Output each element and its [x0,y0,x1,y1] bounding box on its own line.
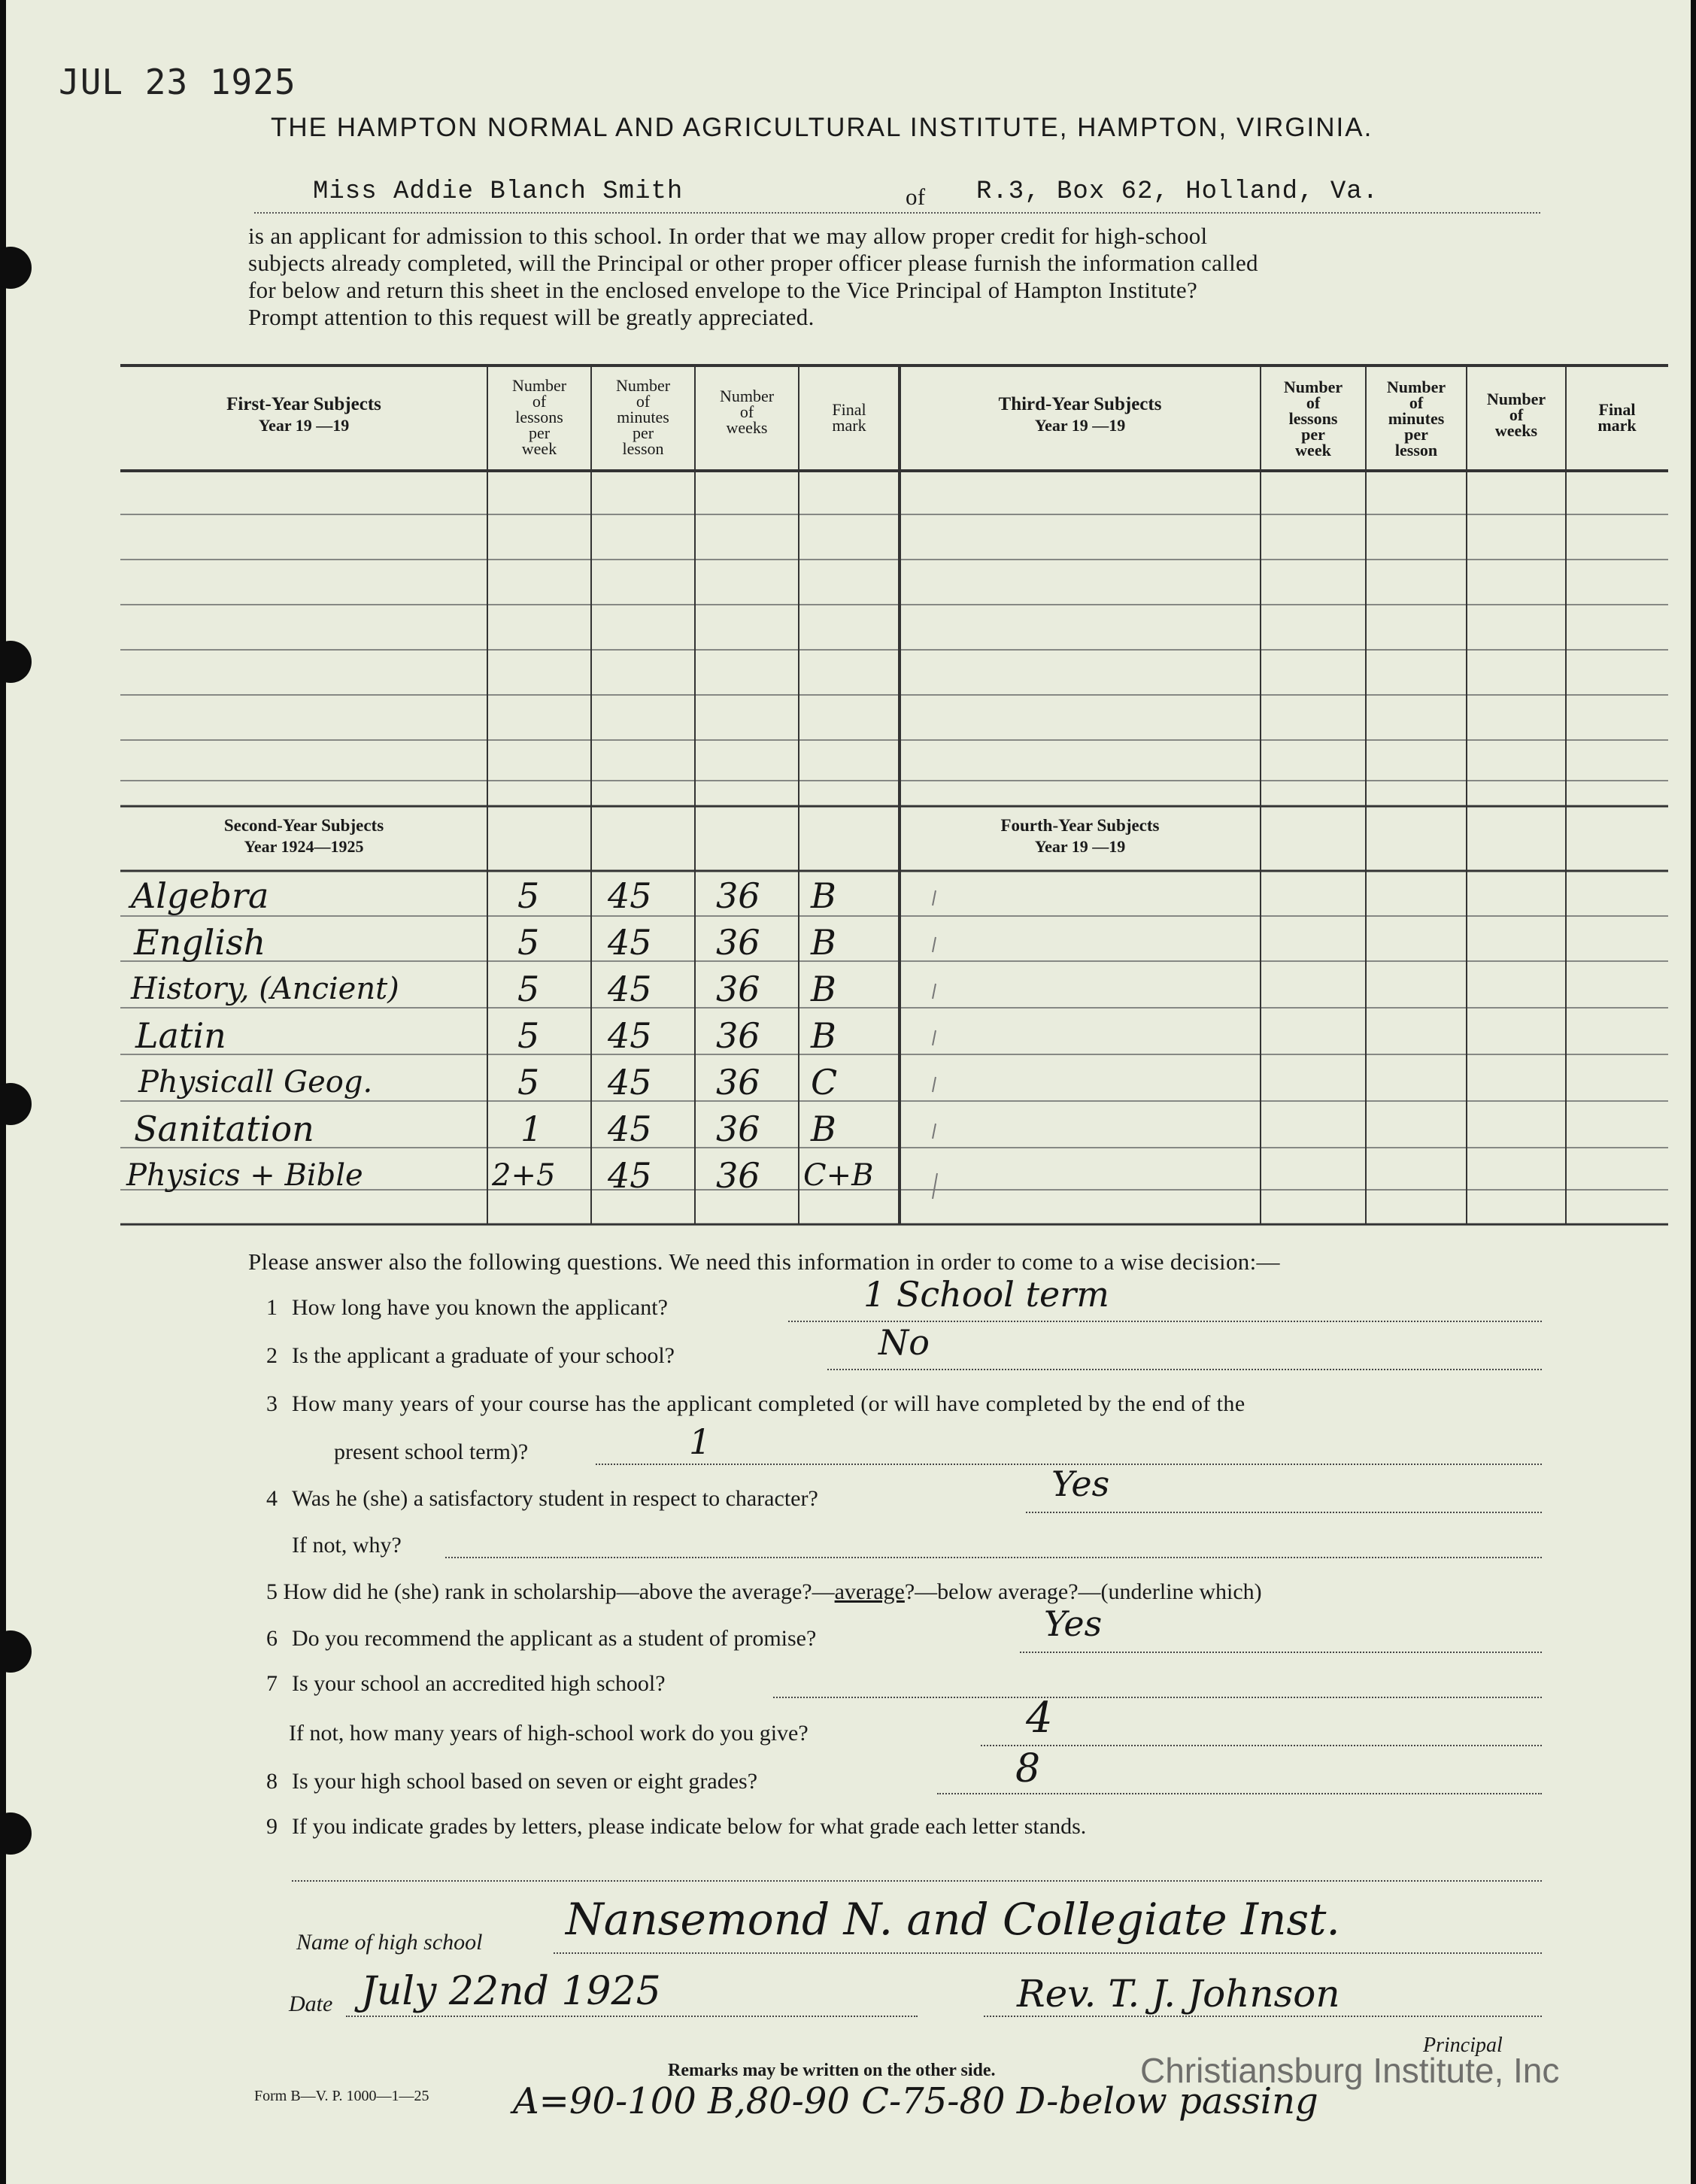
lessons-cell: 5 [517,1015,540,1056]
col-lessons-header: Number of lessons per week [511,376,567,458]
grade-key: A=90-100 B,80-90 C-75-80 D-below passing [513,2080,1318,2122]
q5-number: 5 [266,1579,278,1604]
q8-answer-line [937,1793,1542,1794]
school-line [554,1952,1542,1954]
pencil-ticks [6,0,1691,1233]
col-minutes-header-right: Number of minutes per lesson [1386,378,1446,460]
q7-text: Is your school an accredited high school? [292,1671,666,1696]
document-sheet [6,0,1691,2184]
mark-cell: C+B [803,1158,874,1193]
date-value: July 22nd 1925 [361,1969,661,2014]
weeks-cell: 36 [716,1015,760,1056]
minutes-cell: 45 [608,1109,652,1149]
q9-number: 9 [266,1814,278,1839]
q8-answer: 8 [1015,1746,1041,1791]
q2-number: 2 [266,1343,278,1368]
punch-hole [0,1630,32,1673]
subject-cell: Sanitation [134,1109,314,1149]
col-minutes-header: Number of minutes per lesson [615,376,671,458]
intro-line-4: Prompt attention to this request will be greatly appreciated. [248,304,815,330]
q4-number: 4 [266,1486,278,1511]
minutes-cell: 45 [608,875,652,916]
third-year-year: Year 19 —19 [1034,416,1126,435]
q5-text-b: ?—below average?—(underline which) [904,1579,1262,1604]
fourth-year-title: Fourth-Year Subjects [1000,816,1160,835]
signature-line [984,2016,1542,2017]
q1-text: How long have you known the applicant? [292,1295,668,1320]
weeks-cell: 36 [716,922,760,963]
remarks-note: Remarks may be written on the other side. [668,2061,996,2080]
archive-watermark: Christiansburg Institute, Inc [1140,2051,1560,2090]
applicant-name: Miss Addie Blanch Smith [313,177,684,206]
q3-number: 3 [266,1391,278,1416]
intro-line-1: is an applicant for admission to this school. In order that we may allow proper credit for high-school [248,223,1208,249]
q3-text: How many years of your course has the applicant completed (or will have completed by the end of the [292,1391,1245,1416]
weeks-cell: 36 [716,969,760,1009]
lessons-cell: 5 [517,1062,540,1103]
q6-number: 6 [266,1626,278,1651]
q2-answer-line [827,1369,1542,1370]
q4-text: Was he (she) a satisfactory student in respect to character? [292,1486,818,1511]
q5-line [266,1579,1262,1605]
q7-number: 7 [266,1671,278,1696]
questions-intro: Please answer also the following questions. We need this information in order to come to a wise decision:— [248,1248,1280,1275]
q2-text: Is the applicant a graduate of your school? [292,1343,675,1368]
mark-cell: B [811,1015,836,1056]
second-year-title: Second-Year Subjects [223,816,384,835]
col-weeks-header: Number of weeks [719,387,775,437]
q4-answer: Yes [1051,1464,1110,1504]
subject-cell: English [134,922,266,963]
subject-cell: Physicall Geog. [138,1065,373,1100]
mark-cell: C [811,1062,838,1103]
intro-line-3: for below and return this sheet in the enclosed envelope to the Vice Principal of Hampton Institute? [248,277,1198,303]
minutes-cell: 45 [608,1015,652,1056]
date-line [346,2016,918,2017]
fourth-year-year: Year 19 —19 [1034,837,1126,856]
col-weeks-header-right: Number of weeks [1486,390,1546,440]
q5-text-a: How did he (she) rank in scholarship—above the average?— [283,1579,835,1604]
q6-text: Do you recommend the applicant as a student of promise? [292,1626,817,1651]
lessons-cell: 1 [520,1109,543,1149]
institution-title: THE HAMPTON NORMAL AND AGRICULTURAL INSTITUTE, HAMPTON, VIRGINIA. [271,113,1373,142]
col-mark-header-right: Final mark [1597,400,1637,435]
mark-cell: B [811,922,836,963]
q4b-text: If not, why? [292,1533,402,1558]
punch-hole [0,1812,32,1855]
q3-text-cont: present school term)? [334,1439,529,1464]
weeks-cell: 36 [716,875,760,916]
minutes-cell: 45 [608,1062,652,1103]
q1-number: 1 [266,1295,278,1320]
lessons-cell: 2+5 [492,1158,556,1193]
school-label: Name of high school [296,1930,483,1955]
lessons-cell: 5 [517,969,540,1009]
subject-cell: Latin [135,1015,226,1056]
mark-cell: B [811,875,836,916]
q4b-answer-line [445,1557,1542,1558]
q7b-answer-line [981,1745,1542,1746]
col-lessons-header-right: Number of lessons per week [1283,378,1343,460]
applicant-address: R.3, Box 62, Holland, Va. [976,177,1379,206]
school-name: Nansemond N. and Collegiate Inst. [566,1894,1340,1945]
weeks-cell: 36 [716,1109,760,1149]
q5-underlined-choice: average [834,1579,905,1604]
q6-answer: Yes [1044,1603,1103,1644]
lessons-cell: 5 [517,922,540,963]
date-label: Date [289,1991,333,2016]
minutes-cell: 45 [608,969,652,1009]
minutes-cell: 45 [608,1155,652,1196]
subject-cell: History, (Ancient) [131,972,399,1006]
q6-answer-line [1020,1652,1542,1653]
q3-answer: 1 [689,1421,711,1462]
q4-answer-line [1026,1512,1542,1513]
q9-answer-line [292,1880,1542,1882]
q2-answer: No [878,1322,930,1363]
weeks-cell: 36 [716,1155,760,1196]
subject-cell: Physics + Bible [126,1158,363,1193]
form-number: Form B—V. P. 1000—1—25 [254,2088,429,2104]
mark-cell: B [811,1109,836,1149]
mark-cell: B [811,969,836,1009]
received-date-stamp: JUL 23 1925 [59,62,296,102]
subject-cell: Algebra [131,875,269,916]
q7b-text: If not, how many years of high-school work do you give? [289,1721,809,1746]
first-year-year: Year 19 —19 [258,416,350,435]
minutes-cell: 45 [608,922,652,963]
col-mark-header: Final mark [832,400,866,435]
intro-line-2: subjects already completed, will the Principal or other proper officer please furnish the information called [248,250,1258,276]
q7-answer-line [773,1697,1542,1698]
q8-number: 8 [266,1769,278,1794]
second-year-year: Year 1924—1925 [244,837,364,856]
third-year-title: Third-Year Subjects [998,394,1162,414]
principal-signature: Rev. T. J. Johnson [1017,1972,1340,2016]
q9-text: If you indicate grades by letters, please indicate below for what grade each letter stands. [292,1814,1087,1839]
first-year-title: First-Year Subjects [226,394,381,414]
q1-answer: 1 School term [863,1274,1109,1315]
lessons-cell: 5 [517,875,540,916]
principal-label: Principal [1423,2034,1503,2057]
q7b-answer: 4 [1026,1694,1053,1743]
weeks-cell: 36 [716,1062,760,1103]
q8-text: Is your high school based on seven or eight grades? [292,1769,758,1794]
of-label: of [906,184,926,210]
